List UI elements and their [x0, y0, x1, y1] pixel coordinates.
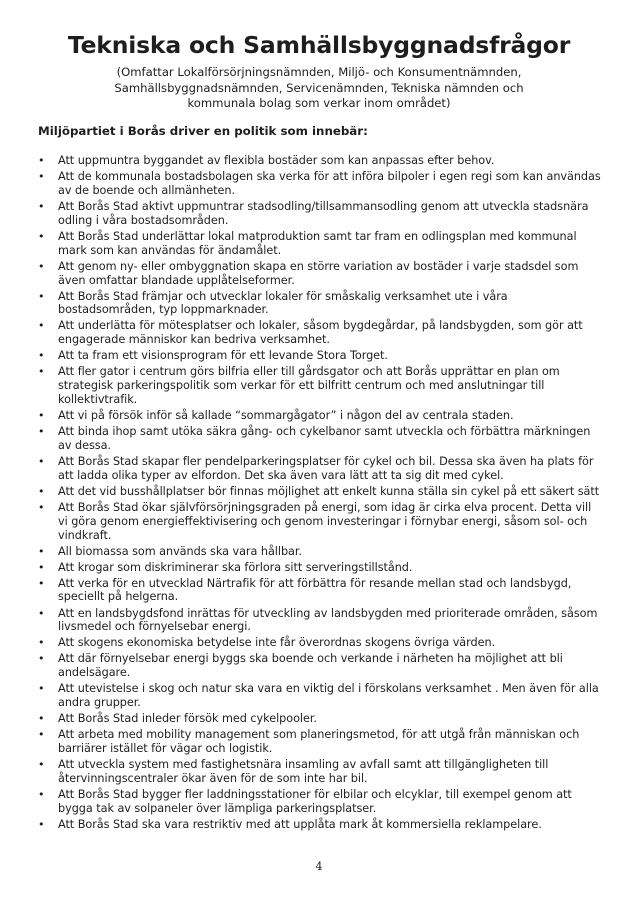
bullet-icon: • — [38, 170, 45, 184]
list-item-text: Att Borås Stad inleder försök med cykelpooler. — [58, 712, 317, 726]
bullet-icon: • — [38, 454, 45, 468]
list-item-text: All biomassa som används ska vara hållbar. — [58, 544, 302, 558]
list-item-text: Att vi på försök inför så kallade “sommargågator” i någon del av centrala staden. — [58, 409, 514, 423]
list-item-text: Att en landsbygdsfond inrättas för utveckling av landsbygden med prioriterade områden, såsom livsmedel och förnyelsebar energi. — [58, 606, 598, 634]
bullet-icon: • — [38, 409, 45, 423]
list-item-text: Att Borås Stad ökar självförsörjningsgraden på energi, som idag är cirka elva procent. Detta vill vi göra genom energieffektivisering och genom investeringar i förnybar energi, såsom sol- och vindkraft. — [58, 500, 592, 542]
list-item — [38, 607, 604, 635]
list-item-text: Att uppmuntra byggandet av flexibla bostäder som kan anpassas efter behov. — [58, 154, 495, 167]
bullet-icon: • — [38, 787, 45, 801]
list-item — [38, 501, 604, 543]
list-item — [38, 425, 604, 453]
list-item — [38, 349, 604, 363]
bullet-icon: • — [38, 652, 45, 666]
list-item — [38, 682, 604, 710]
list-item-text: Att utveckla system med fastighetsnära insamling av avfall samt att tillgängligheten till återvinningscentraler ökar även för de som inte har bil. — [58, 758, 549, 785]
bullet-icon: • — [38, 576, 45, 590]
bullet-icon: • — [38, 289, 45, 303]
list-item-text: Att Borås Stad aktivt uppmuntrar stadsodling/tillsammansodling genom att utveckla stadsnära odling i våra bostadsområden. — [58, 199, 589, 227]
bullet-icon: • — [38, 229, 45, 243]
bullet-icon: • — [38, 606, 45, 620]
policy-list — [38, 154, 604, 834]
bullet-icon: • — [38, 199, 45, 213]
page-subtitle: (Omfattar Lokalförsörjningsnämnden, Miljö- och Konsumentnämnden, Samhällsbyggnadsnämnden, Servicenämnden, Tekniska nämnden och kommunala bolag som verkar inom området) — [114, 65, 524, 110]
bullet-icon: • — [38, 682, 45, 696]
list-item — [38, 728, 604, 756]
bullet-icon: • — [38, 365, 45, 379]
page-number: 4 — [315, 860, 323, 873]
list-item-text: Att de kommunala bostadsbolagen ska verka för att införa bilpoler i egen regi som kan användas av de boende och allmänheten. — [58, 170, 601, 197]
list-item-text: Att binda ihop samt utöka säkra gång- och cykelbanor samt utveckla och förbättra märkningen av dessa. — [58, 425, 591, 452]
list-item — [38, 652, 604, 680]
page-title: Tekniska och Samhällsbyggnadsfrågor — [67, 31, 571, 59]
list-item-text: Att fler gator i centrum görs bilfria eller till gårdsgator och att Borås upprättar en plan om strategisk parkeringspolitik som verkar för ett bilfritt centrum och med anslutningar till kollektivtrafik. — [58, 365, 560, 406]
list-item — [38, 260, 604, 288]
list-item-text: Att arbeta med mobility management som planeringsmetod, för att utgå från människan och barriärer istället för vägar och logistik. — [58, 728, 580, 756]
list-item-text: Att ta fram ett visionsprogram för ett levande Stora Torget. — [58, 349, 388, 363]
list-item-text: Att Borås Stad ska vara restriktiv med att upplåta mark åt kommersiella reklampelare. — [58, 817, 542, 831]
list-item-text: Att krogar som diskriminerar ska förlora sitt serveringstillstånd. — [58, 560, 413, 574]
bullet-icon: • — [38, 712, 45, 726]
list-item — [38, 319, 604, 347]
list-item-text: Att det vid busshållplatser bör finnas möjlighet att enkelt kunna ställa sin cykel på ett säkert sätt — [58, 484, 600, 498]
list-item-text: Att Borås Stad bygger fler laddningsstationer för elbilar och elcyklar, till exempel genom att bygga tak av solpaneler över lämpliga parkeringsplatser. — [58, 787, 572, 815]
bullet-icon: • — [38, 484, 45, 498]
list-item-text: Att verka för en utvecklad Närtrafik för att förbättra för resande mellan stad och landsbygd, speciellt på helgerna. — [58, 576, 572, 604]
bullet-icon: • — [38, 349, 45, 363]
list-item — [38, 545, 604, 559]
list-item-text: Att utevistelse i skog och natur ska vara en viktig del i förskolans verksamhet . Men även för alla andra grupper. — [58, 682, 599, 710]
list-item-text: Att genom ny- eller ombyggnation skapa en större variation av bostäder i varje stadsdel som även omfattar blandade upplåtelseformer. — [58, 259, 579, 287]
list-item — [38, 577, 604, 605]
list-item — [38, 455, 604, 483]
list-item — [38, 409, 604, 423]
list-item — [38, 636, 604, 650]
list-item-text: Att Borås Stad främjar och utvecklar lokaler för småskalig verksamhet ute i våra bostadsområden, typ loppmarknader. — [58, 289, 508, 317]
list-item — [38, 818, 604, 832]
list-item — [38, 712, 604, 726]
intro-heading: Miljöpartiet i Borås driver en politik som innebär: — [38, 124, 368, 138]
list-item-text: Att skogens ekonomiska betydelse inte får överordnas skogens övriga värden. — [58, 636, 496, 650]
list-item — [38, 485, 604, 499]
bullet-icon: • — [38, 259, 45, 273]
list-item — [38, 290, 604, 318]
list-item — [38, 365, 604, 407]
list-item-text: Att Borås Stad underlättar lokal matproduktion samt tar fram en odlingsplan med kommunal mark som kan användas för ändamålet. — [58, 229, 577, 257]
bullet-icon: • — [38, 154, 45, 167]
bullet-icon: • — [38, 817, 45, 831]
bullet-icon: • — [38, 500, 45, 514]
list-item-text: Att Borås Stad skapar fler pendelparkeringsplatser för cykel och bil. Dessa ska även ha plats för att ladda olika typer av elfordon. Det ska även vara lätt att ta sig dit med cykel. — [58, 454, 594, 482]
list-item — [38, 758, 604, 786]
bullet-icon: • — [38, 728, 45, 742]
bullet-icon: • — [38, 636, 45, 650]
bullet-icon: • — [38, 560, 45, 574]
list-item — [38, 561, 604, 575]
list-item-text: Att där förnyelsebar energi byggs ska boende och verkande i närheten ha möjlighet att bli andelsägare. — [58, 652, 563, 680]
bullet-icon: • — [38, 758, 45, 772]
bullet-icon: • — [38, 425, 45, 439]
list-item — [38, 230, 604, 258]
list-item-text: Att underlätta för mötesplatser och lokaler, såsom bygdegårdar, på landsbygden, som gör att engagerade människor kan bedriva verksamhet. — [58, 319, 583, 347]
list-item — [38, 154, 604, 168]
list-item — [38, 788, 604, 816]
bullet-icon: • — [38, 319, 45, 333]
list-item — [38, 200, 604, 228]
list-item — [38, 170, 604, 198]
bullet-icon: • — [38, 544, 45, 558]
